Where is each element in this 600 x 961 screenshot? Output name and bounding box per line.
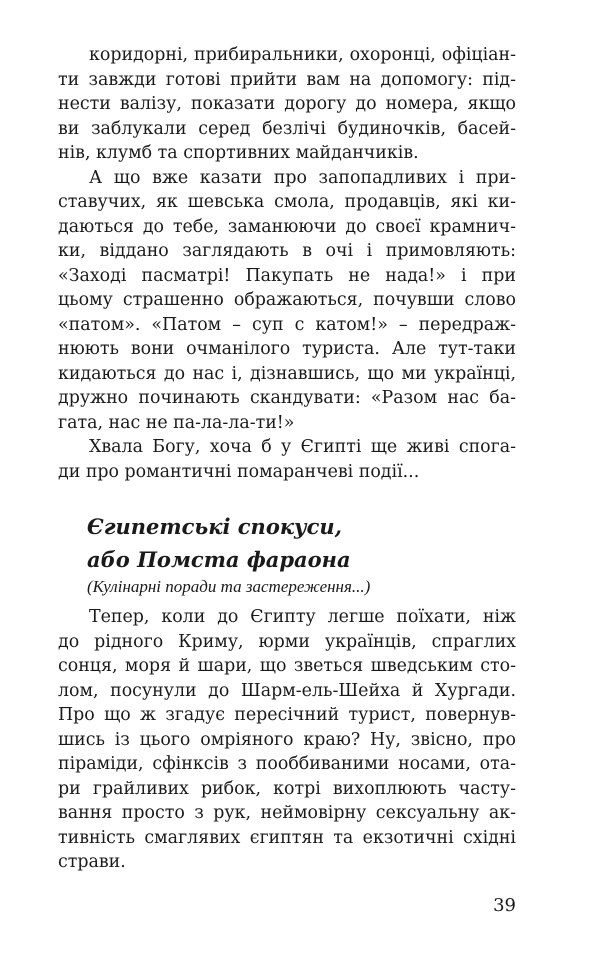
text-line: вання просто з рук, неймовірну сексуальну ак-: [58, 803, 516, 823]
section-heading: [87, 510, 517, 598]
text-line: кидаються до нас і, дізнавшись, що ми українці,: [58, 363, 516, 384]
text-line: ти завжди готові прийти вам на допомогу: під-: [58, 69, 516, 90]
section-title-line-1: Єгипетські спокуси,: [87, 514, 342, 539]
text-line: нюють вони очманілого туриста. Але тут-таки: [58, 339, 516, 359]
text-line: Тепер, коли до Єгипту легше поїхати, ніж: [89, 607, 516, 627]
body-text-top: [58, 43, 516, 484]
text-line: піраміди, сфінксів з пооббиваними носами, ота-: [58, 754, 516, 774]
text-line: тивність смаглявих єгиптян та екзотичні східні: [58, 827, 516, 848]
text-line: даються до тебе, заманюючи до своєї крамнич-: [58, 216, 516, 237]
text-line: «Заході пасматрі! Пакупать не нада!» і при: [58, 265, 516, 286]
text-line: страви.: [58, 852, 126, 872]
text-line: шись із цього омріяного краю? Ну, звісно, про: [58, 729, 516, 750]
text-line: ри грайливих рибок, котрі вихоплюють часту-: [58, 778, 516, 799]
page-number: 39: [493, 895, 516, 916]
text-line: нів, клумб та спортивних майданчиків.: [58, 143, 419, 163]
text-line: цьому страшенно ображаються, почувши слово: [58, 290, 516, 310]
text-line: А що вже казати про запопадливих і при-: [89, 167, 516, 188]
text-line: ставучих, як шевська смола, продавців, які ки-: [58, 192, 516, 212]
text-line: лом, посунули до Шарм-ель-Шейха й Хургади.: [58, 680, 516, 701]
text-line: «патом». «Патом – суп с катом!» – передраж-: [58, 314, 516, 335]
text-line: дружно починають скандувати: «Разом нас ба-: [58, 388, 516, 408]
text-line: ди про романтичні помаранчеві події...: [58, 461, 420, 482]
section-title-line-2: або Помста фараона: [87, 547, 351, 572]
text-line: ки, віддано заглядають в очі і примовляють:: [58, 241, 516, 261]
text-line: нести валізу, показати дорогу до номера, якщо: [58, 94, 516, 114]
body-text-bottom: [58, 605, 516, 875]
text-line: Хвала Богу, хоча б у Єгипті ще живі спога-: [89, 437, 516, 457]
text-line: ви заблукали серед безлічі будиночків, басей-: [58, 118, 516, 139]
text-line: гата, нас не па-ла-ла-ти!»: [58, 412, 295, 433]
text-line: до рідного Криму, юрми українців, спраглих: [58, 631, 516, 652]
text-line: сонця, моря й шари, що зветься шведським сто-: [58, 656, 516, 676]
text-line: Про що ж згадує пересічний турист, повернув-: [58, 705, 516, 725]
text-line: коридорні, прибиральники, охоронці, офіціан-: [89, 45, 516, 65]
section-subtitle: (Кулінарні поради та застереження...): [87, 577, 371, 596]
